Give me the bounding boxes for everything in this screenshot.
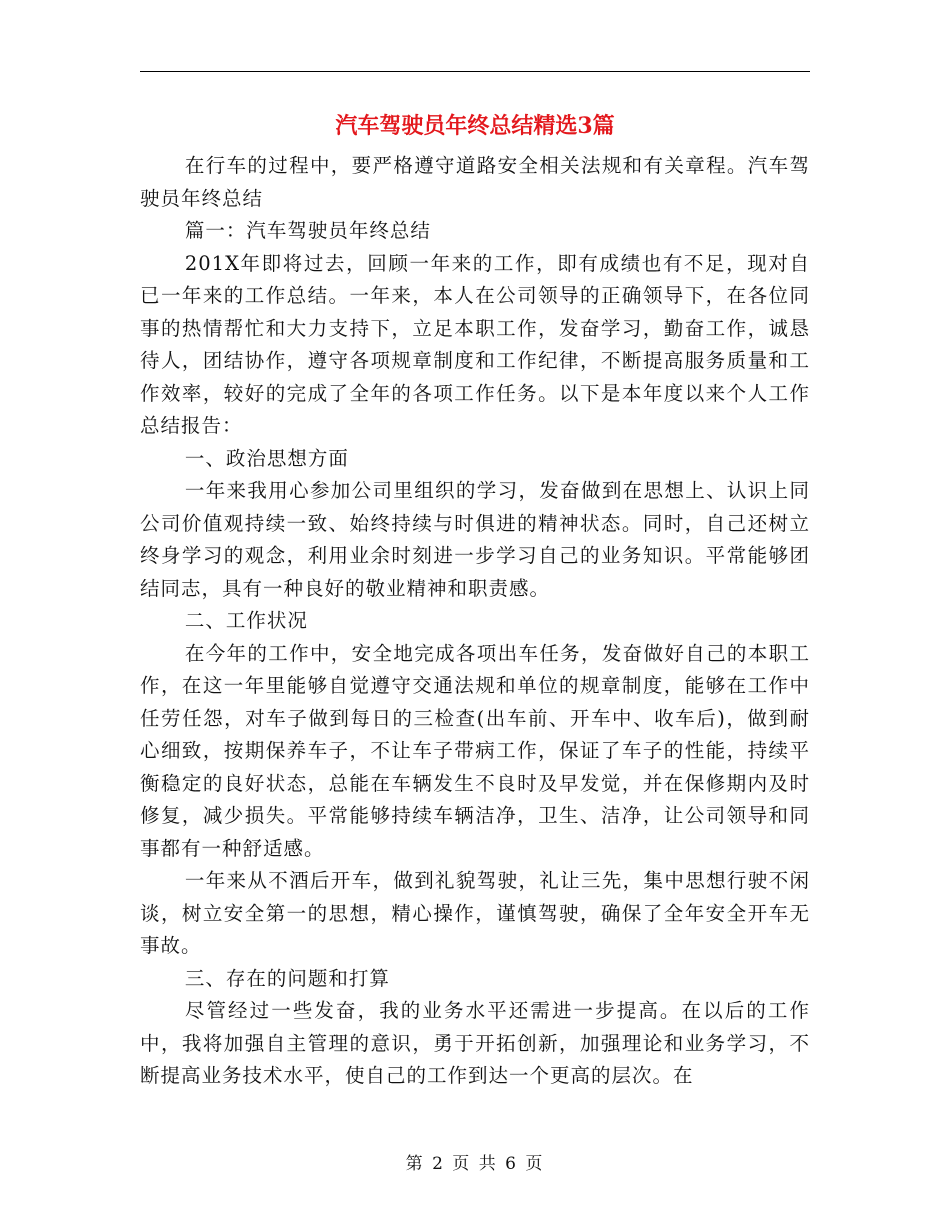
body-paragraph: 在今年的工作中，安全地完成各项出车任务，发奋做好自己的本职工作，在这一年里能够自觉遵守交通法规和单位的规章制度，能够在工作中任劳任怨，对车子做到每日的三检查(出车前、开车中、收车后)，做到耐心细致，按期保养车子，不让车子带病工作，保证了车子的性能，持续平衡稳定的良好状态，总能在车辆发生不良时及早发觉，并在保修期内及时修复，减少损失。平常能够持续车辆洁净，卫生、洁净，让公司领导和同事都有一种舒适感。: [140, 641, 810, 860]
document-body: [140, 150, 810, 1093]
section-heading-part-one: 篇一：汽车驾驶员年终总结: [184, 219, 431, 242]
body-paragraph: 尽管经过一些发奋，我的业务水平还需进一步提高。在以后的工作中，我将加强自主管理的意识，勇于开拓创新，加强理论和业务学习，不断提高业务技术水平，使自己的工作到达一个更高的层次。在: [140, 999, 810, 1087]
header-rule: [140, 71, 810, 72]
body-paragraph: 一年来我用心参加公司里组织的学习，发奋做到在思想上、认识上同公司价值观持续一致、始终持续与时俱进的精神状态。同时，自己还树立终身学习的观念，利用业余时刻进一步学习自己的业务知识。平常能够团结同志，具有一种良好的敬业精神和职责感。: [140, 479, 810, 600]
body-paragraph: 一年来从不酒后开车，做到礼貌驾驶，礼让三先，集中思想行驶不闲谈，树立安全第一的思想，精心操作，谨慎驾驶，确保了全年安全开车无事故。: [140, 869, 810, 957]
body-paragraph: 201X年即将过去，回顾一年来的工作，即有成绩也有不足，现对自已一年来的工作总结。一年来，本人在公司领导的正确领导下，在各位同事的热情帮忙和大力支持下，立足本职工作，发奋学习，勤奋工作，诚恳待人，团结协作，遵守各项规章制度和工作纪律，不断提高服务质量和工作效率，较好的完成了全年的各项工作任务。以下是本年度以来个人工作总结报告：: [140, 251, 810, 437]
section-heading-politics: 一、政治思想方面: [184, 446, 349, 470]
section-heading-work: 二、工作状况: [184, 609, 308, 632]
intro-paragraph: 在行车的过程中，要严格遵守道路安全相关法规和有关章程。汽车驾驶员年终总结: [140, 154, 810, 210]
page-number: 第 2 页 共 6 页: [405, 1154, 545, 1174]
document-title: 汽车驾驶员年终总结精选3篇: [335, 113, 615, 139]
section-heading-problems: 三、存在的问题和打算: [184, 966, 390, 990]
